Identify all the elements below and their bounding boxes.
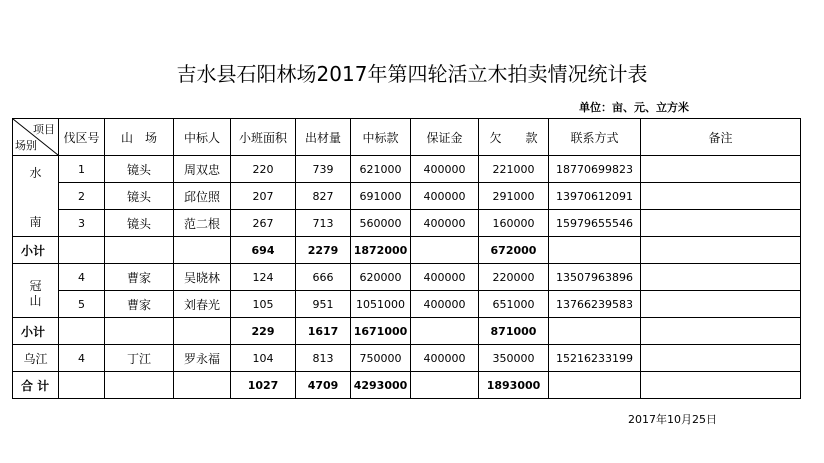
cell-winner: 邱位照 [174, 183, 231, 210]
cell-note [641, 210, 801, 237]
col-hill: 山 场 [105, 119, 174, 156]
diag-bottom-label: 场别 [15, 139, 37, 152]
cell-note [641, 183, 801, 210]
cell-deposit: 400000 [411, 345, 479, 372]
cell-hill: 曹家 [105, 291, 174, 318]
cell-contact: 13766239583 [549, 291, 641, 318]
subtotal-label: 小计 [13, 237, 59, 264]
cell-owed: 221000 [479, 156, 549, 183]
cell-deposit: 400000 [411, 183, 479, 210]
cell-volume: 666 [296, 264, 351, 291]
table-row [13, 264, 801, 291]
cell-bid: 560000 [351, 210, 411, 237]
page-title: 吉水县石阳林场2017年第四轮活立木拍卖情况统计表 [176, 62, 648, 86]
subtotal-row [13, 237, 801, 264]
cell-winner: 范二根 [174, 210, 231, 237]
cell-deposit: 400000 [411, 264, 479, 291]
total-label: 合 计 [13, 372, 59, 399]
diagonal-header-cell [13, 119, 59, 156]
col-lot: 伐区号 [59, 119, 105, 156]
cell-bid: 691000 [351, 183, 411, 210]
col-volume: 出材量 [296, 119, 351, 156]
cell-area: 104 [231, 345, 296, 372]
cell-deposit: 400000 [411, 156, 479, 183]
cell-area: 105 [231, 291, 296, 318]
cell-bid: 620000 [351, 264, 411, 291]
cell-winner: 周双忠 [174, 156, 231, 183]
cell-lot: 1 [59, 156, 105, 183]
subtotal-owed: 871000 [479, 318, 549, 345]
cell-winner: 罗永福 [174, 345, 231, 372]
total-volume: 4709 [296, 372, 351, 399]
cell-bid: 621000 [351, 156, 411, 183]
table-row [13, 183, 801, 210]
total-bid: 4293000 [351, 372, 411, 399]
subtotal-area: 229 [231, 318, 296, 345]
subtotal-row [13, 318, 801, 345]
farm-guanshan-bottom: 山 [29, 294, 42, 308]
cell-contact: 15979655546 [549, 210, 641, 237]
cell-hill: 镜头 [105, 210, 174, 237]
cell-contact: 15216233199 [549, 345, 641, 372]
cell-lot: 2 [59, 183, 105, 210]
col-area: 小班面积 [231, 119, 296, 156]
cell-owed: 220000 [479, 264, 549, 291]
col-owed: 欠 款 [479, 119, 549, 156]
cell-hill: 镜头 [105, 156, 174, 183]
cell-deposit: 400000 [411, 210, 479, 237]
diag-top-label: 项目 [33, 123, 55, 136]
cell-owed: 350000 [479, 345, 549, 372]
cell-bid: 750000 [351, 345, 411, 372]
cell-contact: 13507963896 [549, 264, 641, 291]
farm-guanshan [13, 264, 59, 318]
subtotal-area: 694 [231, 237, 296, 264]
cell-area: 207 [231, 183, 296, 210]
cell-deposit: 400000 [411, 291, 479, 318]
header-row [13, 119, 801, 156]
cell-area: 267 [231, 210, 296, 237]
cell-volume: 713 [296, 210, 351, 237]
farm-shuinan-bottom: 南 [29, 215, 42, 229]
farm-shuinan [13, 156, 59, 237]
cell-volume: 827 [296, 183, 351, 210]
cell-area: 124 [231, 264, 296, 291]
col-winner: 中标人 [174, 119, 231, 156]
total-row [13, 372, 801, 399]
table-row [13, 345, 801, 372]
cell-volume: 951 [296, 291, 351, 318]
cell-contact: 13970612091 [549, 183, 641, 210]
subtotal-volume: 2279 [296, 237, 351, 264]
auction-table [12, 118, 801, 399]
col-note: 备注 [641, 119, 801, 156]
cell-bid: 1051000 [351, 291, 411, 318]
subtotal-label: 小计 [13, 318, 59, 345]
cell-lot: 4 [59, 345, 105, 372]
date-stamp: 2017年10月25日 [628, 413, 717, 426]
cell-hill: 镜头 [105, 183, 174, 210]
cell-note [641, 345, 801, 372]
col-contact: 联系方式 [549, 119, 641, 156]
cell-volume: 739 [296, 156, 351, 183]
cell-note [641, 291, 801, 318]
table-row [13, 156, 801, 183]
total-area: 1027 [231, 372, 296, 399]
cell-owed: 291000 [479, 183, 549, 210]
cell-lot: 3 [59, 210, 105, 237]
unit-note: 单位：亩、元、立方米 [579, 101, 689, 114]
cell-owed: 651000 [479, 291, 549, 318]
col-bid: 中标款 [351, 119, 411, 156]
cell-winner: 刘春光 [174, 291, 231, 318]
farm-shuinan-top: 水 [29, 166, 42, 180]
subtotal-owed: 672000 [479, 237, 549, 264]
table-row [13, 210, 801, 237]
cell-hill: 曹家 [105, 264, 174, 291]
farm-guanshan-top: 冠 [29, 279, 42, 293]
subtotal-volume: 1617 [296, 318, 351, 345]
cell-winner: 吴晓林 [174, 264, 231, 291]
cell-volume: 813 [296, 345, 351, 372]
total-owed: 1893000 [479, 372, 549, 399]
cell-lot: 4 [59, 264, 105, 291]
cell-area: 220 [231, 156, 296, 183]
cell-owed: 160000 [479, 210, 549, 237]
cell-note [641, 156, 801, 183]
farm-wujiang: 乌江 [13, 345, 59, 372]
subtotal-bid: 1671000 [351, 318, 411, 345]
cell-note [641, 264, 801, 291]
cell-contact: 18770699823 [549, 156, 641, 183]
table-row [13, 291, 801, 318]
subtotal-bid: 1872000 [351, 237, 411, 264]
col-deposit: 保证金 [411, 119, 479, 156]
cell-lot: 5 [59, 291, 105, 318]
cell-hill: 丁江 [105, 345, 174, 372]
